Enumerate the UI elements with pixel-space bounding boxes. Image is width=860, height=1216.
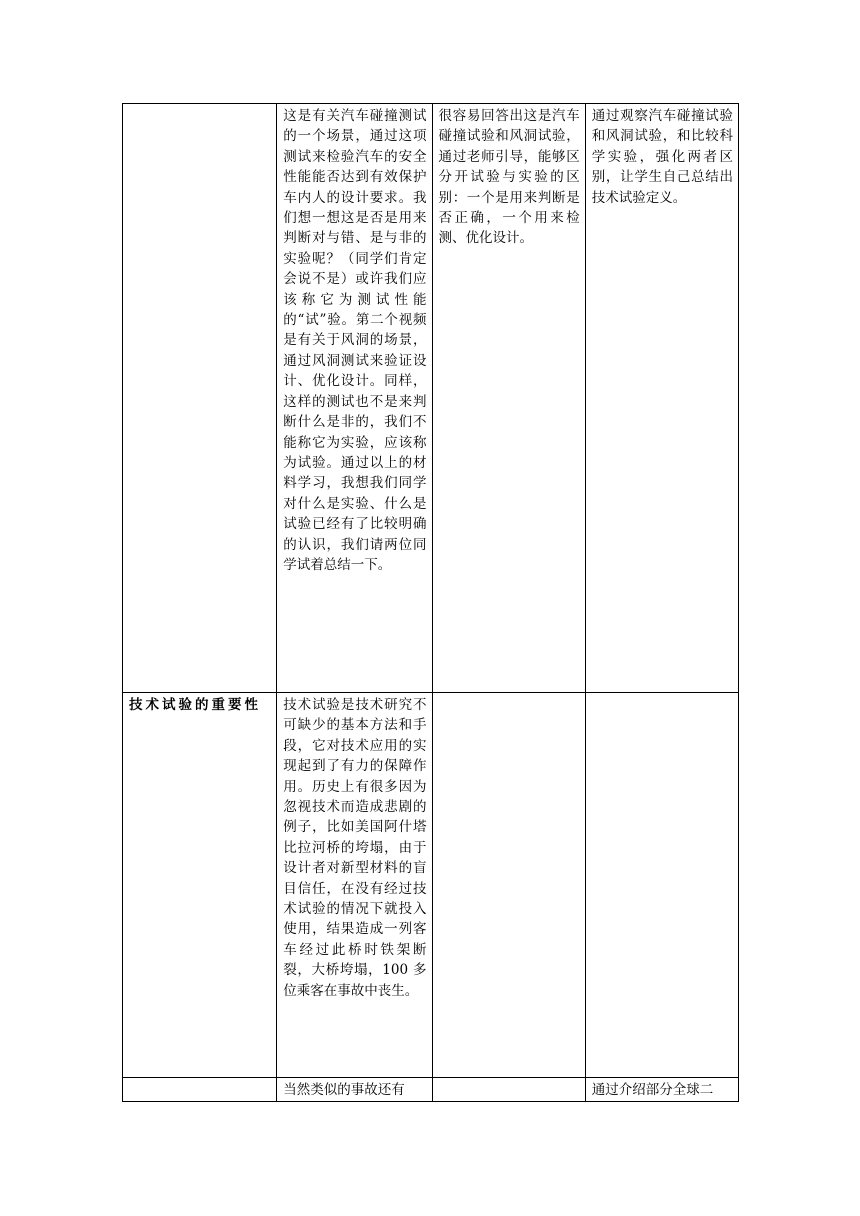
teacher-activity-cell: 这是有关汽车碰撞测试的一个场景，通过这项测试来检验汽车的安全性能能否达到有效保护车内人的设计要求。我们想一想这是否是用来判断对与错、是与非的实验呢？（同学们肯定会说不是）或许我们应该称它为测试性能的“试”验。第二个视频是有关于风洞的场景，通过风洞测试来验证设计、优化设计。同样，这样的测试也不是来判断什么是非的，我们不能称它为实验，应该称为试验。通过以上的材料学习，我想我们同学对什么是实验、什么是试验已经有了比较明确的认识，我们请两位同学试着总结一下。 — [277, 104, 432, 693]
design-intent-cell — [585, 693, 738, 1078]
section-cell — [123, 1078, 277, 1102]
teacher-activity-text: 当然类似的事故还有 — [283, 1082, 405, 1098]
student-activity-cell: 很容易回答出这是汽车碰撞试验和风洞试验，通过老师引导，能够区分开试验与实验的区别：一个是用来判断是否正确，一个用来检测、优化设计。 — [432, 104, 585, 693]
table-row — [123, 104, 739, 693]
teacher-activity-cell — [277, 1078, 432, 1102]
table-row — [123, 693, 739, 1078]
teacher-activity-cell: 技术试验是技术研究不可缺少的基本方法和手段，它对技术应用的实现起到了有力的保障作用。历史上有很多因为忽视技术而造成悲剧的例子，比如美国阿什塔比拉河桥的垮塌，由于设计者对新型材料的盲目信任，在没有经过技术试验的情况下就投入使用，结果造成一列客车经过此桥时铁架断裂，大桥垮塌，100 多位乘客在事故中丧生。 — [277, 693, 432, 1078]
table-row — [123, 1078, 739, 1102]
section-text — [129, 1080, 271, 1100]
section-cell — [123, 104, 277, 693]
design-intent-cell — [585, 1078, 738, 1102]
section-heading-cell: 技术试验的重要性 — [123, 693, 277, 1078]
lesson-plan-table — [122, 103, 739, 1102]
design-intent-cell: 通过观察汽车碰撞试验和风洞试验，和比较科学实验，强化两者区别，让学生自己总结出技术试验定义。 — [585, 104, 738, 693]
design-intent-text: 通过介绍部分全球二 — [591, 1082, 714, 1098]
student-activity-cell — [432, 1078, 585, 1102]
student-activity-cell — [432, 693, 585, 1078]
student-activity-text — [439, 1080, 580, 1100]
